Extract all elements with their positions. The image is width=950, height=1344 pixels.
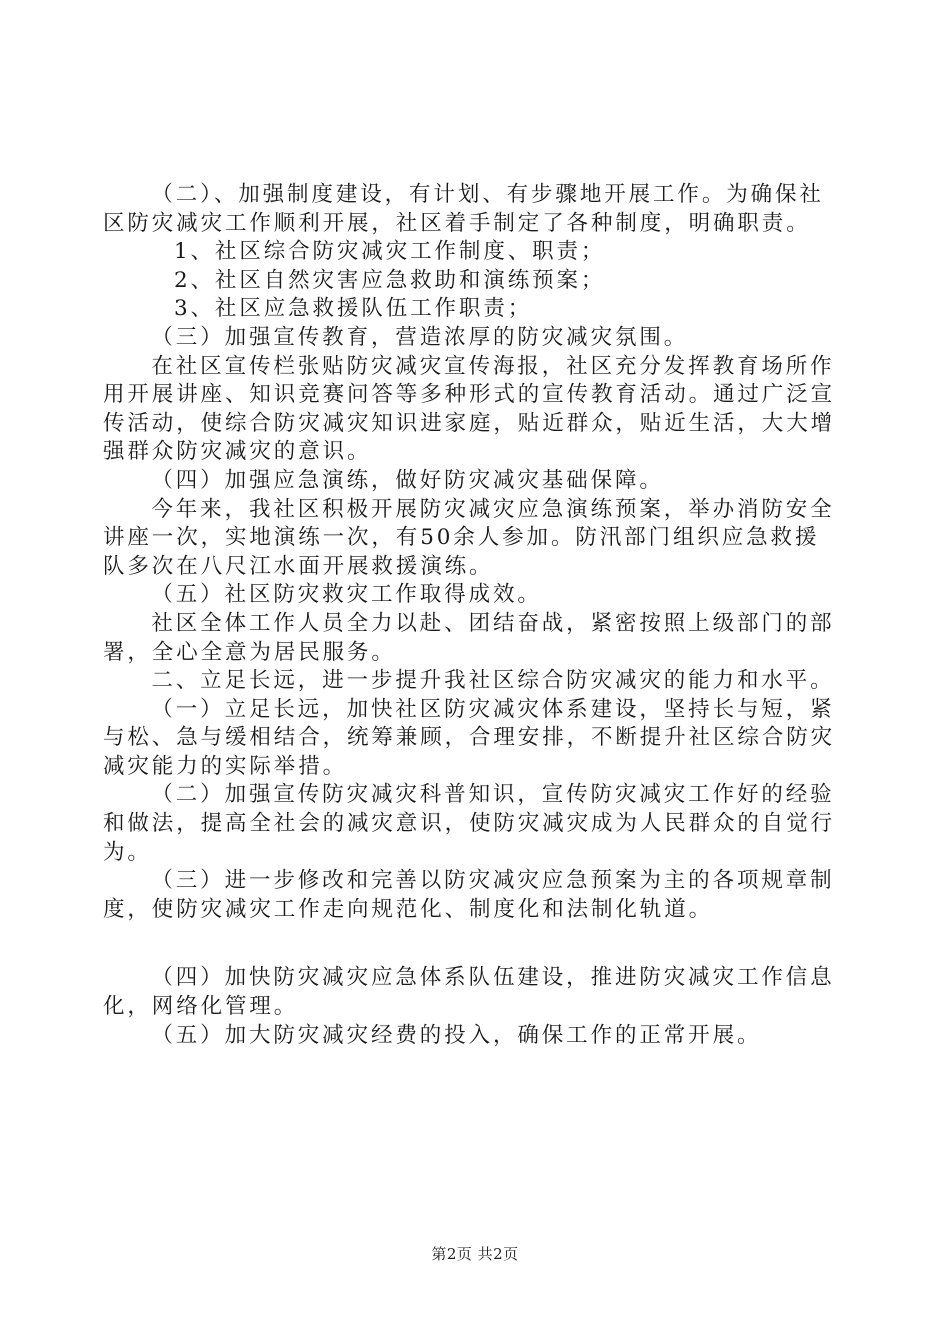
paragraph-drills: 今年来，我社区积极开展防灾减灾应急演练预案，举办消防安全讲座一次，实地演练一次，有50余人参加。防汛部门组织应急救援队多次在八尺江水面开展救援演练。 [103, 496, 835, 579]
paragraph-staff: 社区全体工作人员全力以赴、团结奋战，紧密按照上级部门的部署，全心全意为居民服务。 [103, 610, 835, 665]
paragraph-measure-5: （五）加大防灾减灾经费的投入，确保工作的正常开展。 [151, 1022, 762, 1048]
paragraph-publicity: 在社区宣传栏张贴防灾减灾宣传海报，社区充分发挥教育场所作用开展讲座、知识竞赛问答等多种形式的宣传教育活动。通过广泛宣传活动，使综合防灾减灾知识进家庭，贴近群众，贴近生活，大大增强群众防灾减灾的意识。 [103, 353, 836, 465]
document-body [103, 181, 843, 1050]
list-item-3: 3、社区应急救援队伍工作职责； [173, 296, 533, 322]
blank-line [103, 924, 843, 964]
paragraph-measure-2: （二）加强宣传防灾减灾科普知识，宣传防灾减灾工作好的经验和做法，提高全社会的减灾意识，使防灾减灾成为人民群众的自觉行为。 [103, 782, 836, 865]
paragraph-section-2-heading: （二）、加强制度建设，有计划、有步骤地开展工作。为确保社区防灾减灾工作顺利开展，社区着手制定了各种制度，明确职责。 [103, 182, 824, 236]
list-item-1: 1、社区综合防灾减灾工作制度、职责； [173, 239, 606, 265]
list-item-2: 2、社区自然灾害应急救助和演练预案； [173, 267, 606, 293]
paragraph-part-2-heading: 二、立足长远，进一步提升我社区综合防灾减灾的能力和水平。 [151, 668, 835, 694]
paragraph-section-4-heading: （四）加强应急演练，做好防灾减灾基础保障。 [151, 467, 664, 493]
paragraph-measure-3: （三）进一步修改和完善以防灾减灾应急预案为主的各项规章制度，使防灾减灾工作走向规范化、制度化和法制化轨道。 [103, 868, 835, 922]
page-number-footer: 第2页 共2页 [431, 1245, 519, 1263]
paragraph-measure-1: （一）立足长远，加快社区防灾减灾体系建设，坚持长与短，紧与松、急与缓相结合，统筹兼顾，合理安排，不断提升社区综合防灾减灾能力的实际举措。 [103, 696, 836, 779]
paragraph-section-5-heading: （五）社区防灾救灾工作取得成效。 [151, 582, 542, 608]
paragraph-measure-4: （四）加快防灾减灾应急体系队伍建设，推进防灾减灾工作信息化，网络化管理。 [103, 965, 835, 1020]
paragraph-section-3-heading: （三）加强宣传教育，营造浓厚的防灾减灾氛围。 [151, 324, 689, 350]
